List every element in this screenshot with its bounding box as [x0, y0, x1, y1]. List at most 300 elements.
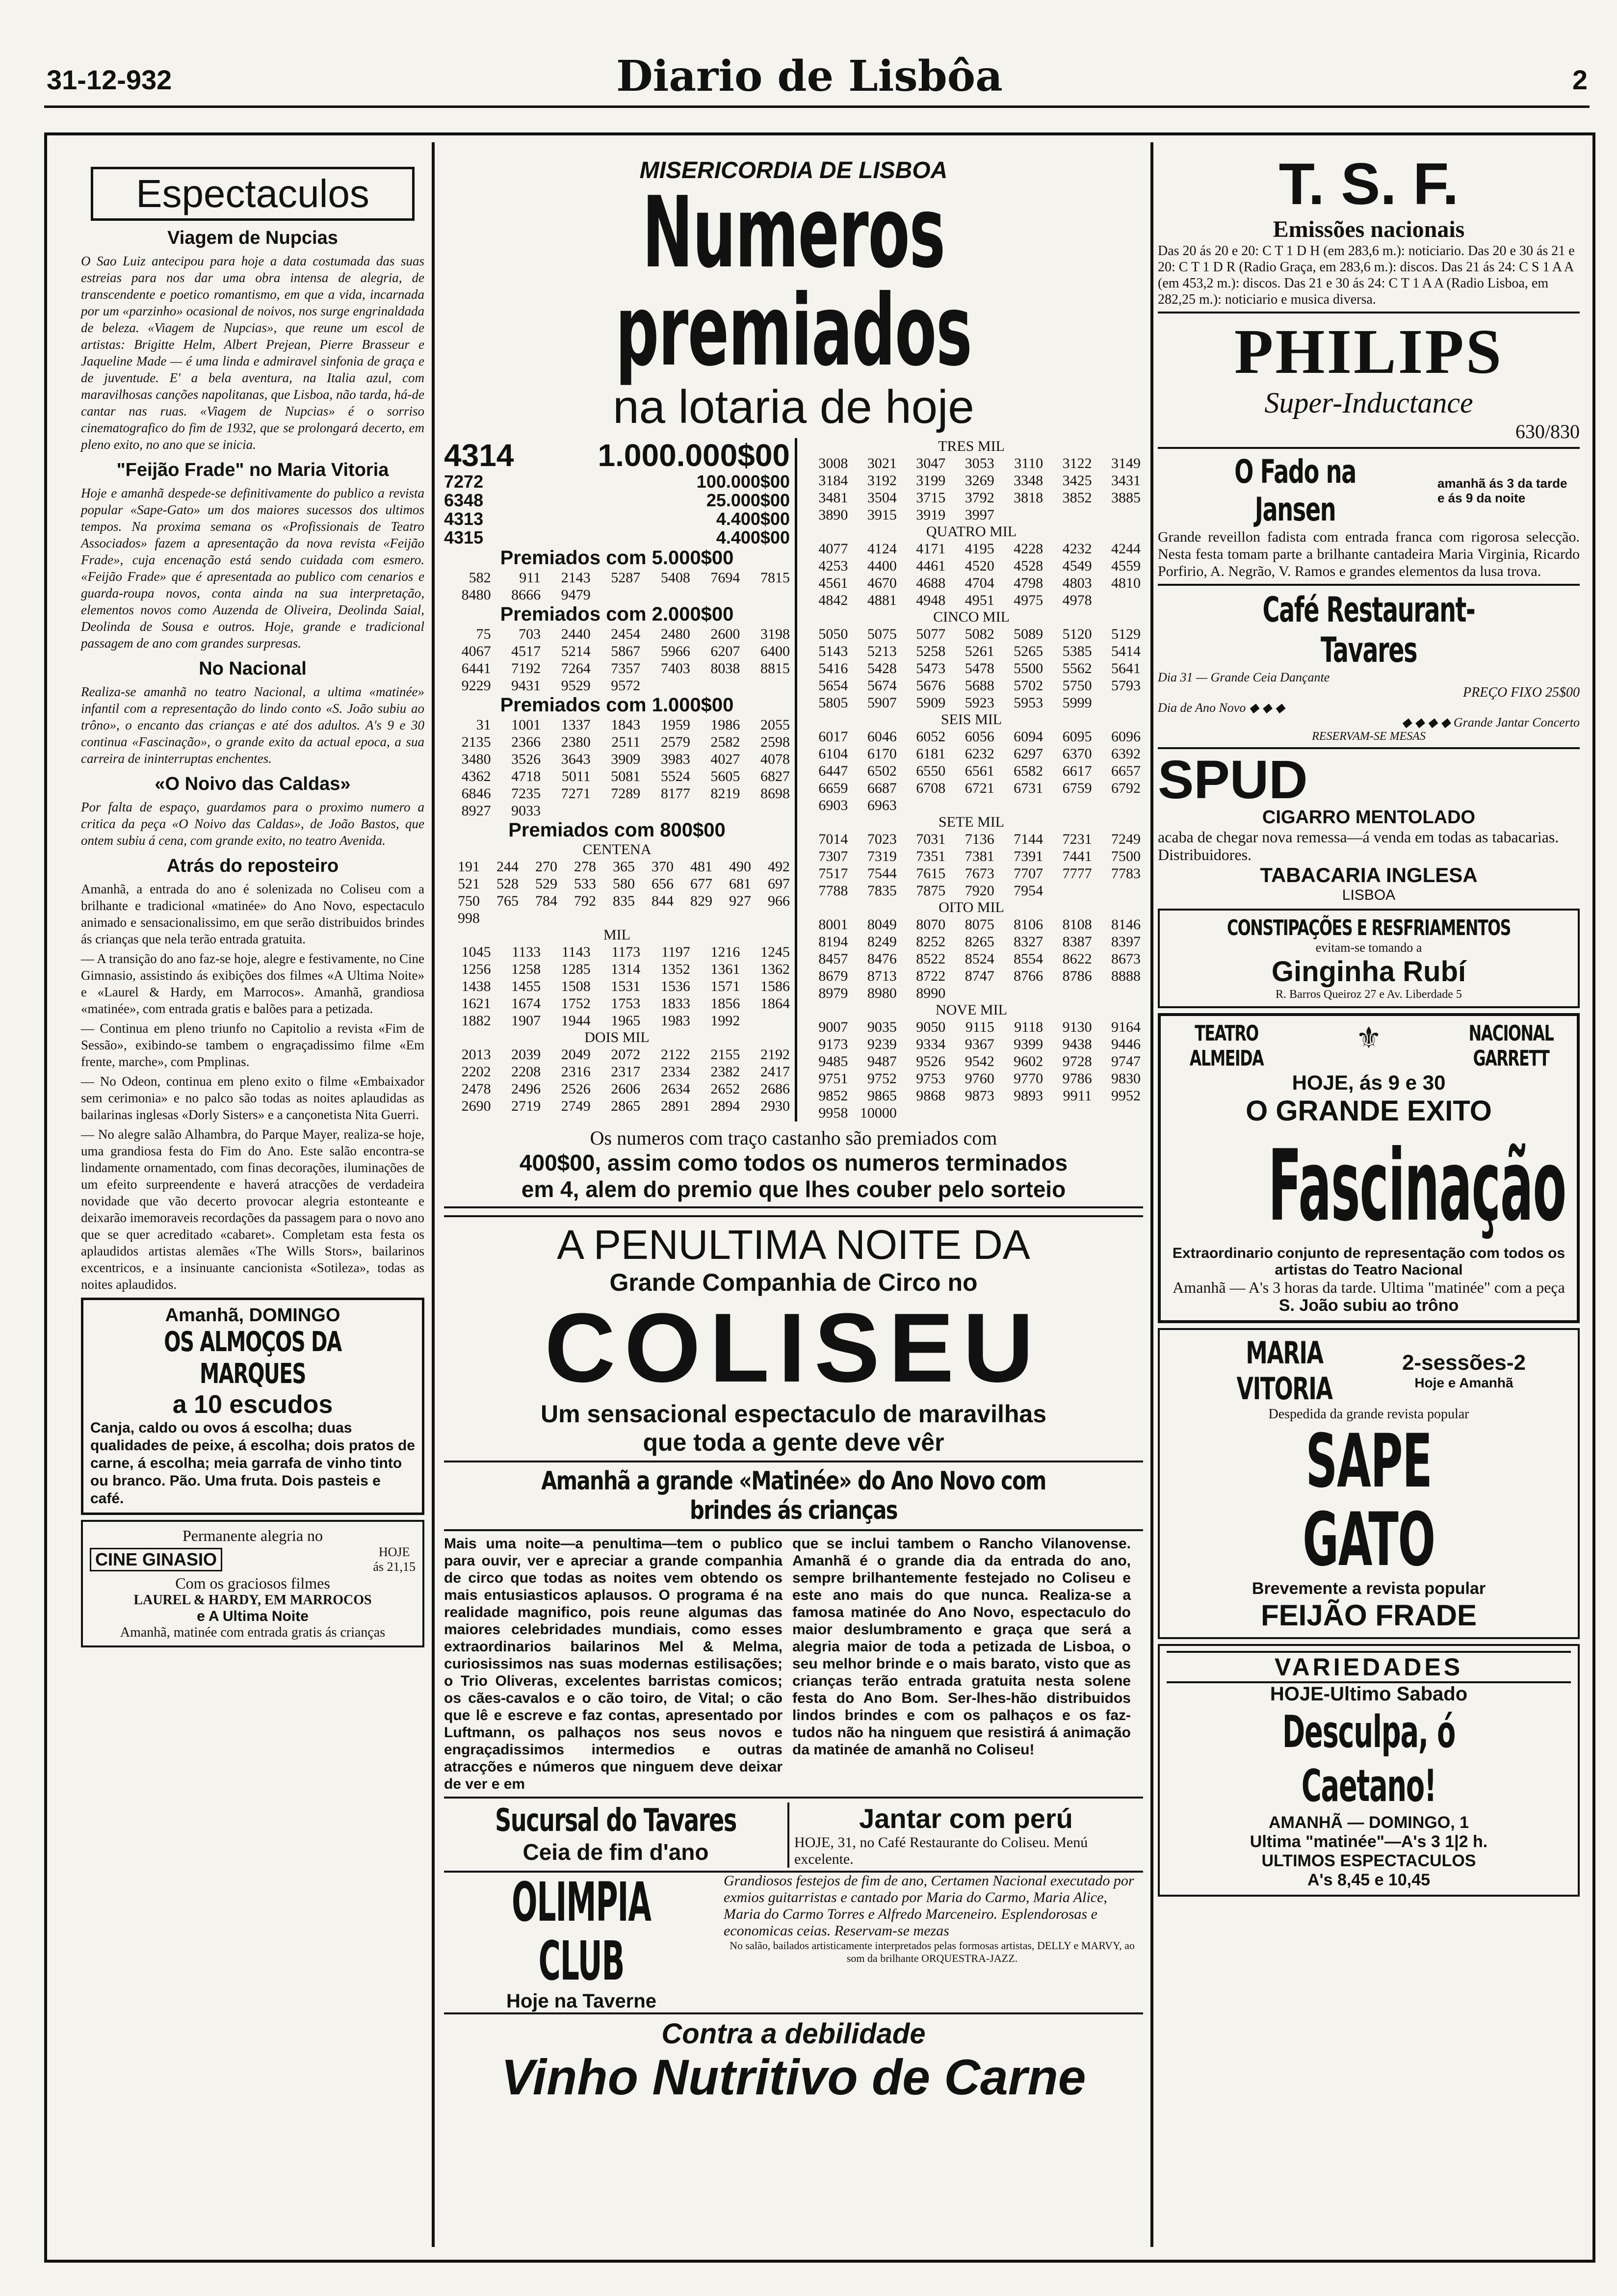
nacional-text: Realiza-se amanhã no teatro Nacional, a ultima «matinée» infantil com a representação do lindo conto «S. João subiu ao trôno», o encanto das crianças e até dos adultos. A's 9 e 30 continua «Fascinação», o grande exito da actual epoca, a sua carreira de ininterruptas enchentes.: [81, 684, 424, 766]
reposteiro-text-5: — No alegre salão Alhambra, do Parque Mayer, realiza-se hoje, uma grandiosa festa do Fim do Ano. Este salão encontra-se lindamente ornamentado, com finas decorações, iluminações de um efeito surpreendente e haverá atracções de verdadeira novidade que vão decerto provocar alegria estonteante e deixarão imemoraveis recordações da passagem para o novo ano que se quer acreditado «cabaret». Completam esta festa os aplaudidos artistas alemães «The Wills Stors», bailarinos excentricos, e a insinuante cancionista «Sotileza», todas as noites aplaudidos.: [81, 1127, 424, 1292]
prize-number: 4077: [818, 541, 848, 557]
prize-number: 8524: [965, 951, 994, 967]
coliseu-l4: Um sensacional espectaculo de maravilhas: [540, 1400, 1047, 1428]
prize-number: 9830: [1111, 1070, 1141, 1087]
masthead: Diario de Lisbôa: [616, 52, 1003, 101]
prize-number: 7023: [867, 831, 897, 847]
variedades-ad: [1158, 1644, 1580, 1897]
prize-number: 677: [690, 876, 712, 892]
prize-number: 1133: [512, 944, 541, 960]
prize-number: 5416: [818, 660, 848, 677]
prize-number: 9752: [867, 1070, 897, 1087]
prize-number: 5641: [1111, 660, 1141, 677]
prize-number: 9173: [818, 1036, 848, 1052]
prize-number: 6846: [461, 785, 491, 802]
coliseu-ad: [444, 1221, 1143, 1793]
reposteiro-title: Atrás do reposteiro: [166, 856, 339, 876]
prize-number: 5750: [1062, 678, 1092, 694]
prize-number: 6056: [965, 729, 994, 745]
prize-number: 7249: [1111, 831, 1141, 847]
prize-number: 528: [496, 876, 519, 892]
cafe-l3: Dia de Ano Novo ◆ ◆ ◆: [1158, 701, 1285, 715]
matinee-head: Amanhã a grande «Matinée» do Ano Novo com brindes ás crianças: [541, 1466, 1046, 1525]
prize-number: 2749: [561, 1098, 591, 1114]
prize-number: 1508: [561, 978, 591, 994]
prize-number: 6392: [1111, 746, 1141, 762]
prize-number: 6400: [760, 643, 790, 659]
tsf-title: T. S. F.: [1278, 151, 1459, 217]
prize-number: 4718: [511, 768, 541, 784]
prize-number: 5688: [965, 678, 994, 694]
prize-number: 490: [729, 859, 751, 875]
prize-number: 7615: [916, 865, 946, 882]
prize-number: 7954: [1014, 883, 1043, 899]
prize-number: 4027: [710, 751, 740, 767]
prize-number: 3997: [965, 507, 994, 523]
prize-number: 703: [519, 626, 541, 642]
top-prizes: [444, 438, 790, 547]
prize-number: 5478: [965, 660, 994, 677]
prize-number: 9602: [1014, 1053, 1043, 1070]
note-line-3: em 4, alem do premio que lhes couber pelo sorteio: [521, 1176, 1066, 1202]
teatro-l7: S. João subiu ao trôno: [1278, 1296, 1459, 1315]
misericordia-kicker: MISERICORDIA DE LISBOA: [639, 157, 948, 183]
feijao-title: "Feijão Frade" no Maria Vitoria: [116, 460, 389, 480]
prize-number: 6297: [1014, 746, 1043, 762]
prize-number: 5654: [818, 678, 848, 694]
prize-number: 3149: [1111, 455, 1141, 471]
sucursal-l1: Sucursal do Tavares: [495, 1802, 736, 1839]
prize-number: 7289: [611, 785, 641, 802]
prize-number: 6170: [867, 746, 897, 762]
prize-number: 6617: [1062, 763, 1092, 779]
prize-number: 7777: [1062, 865, 1092, 882]
prize-number: 365: [613, 859, 635, 875]
prize-number: 2316: [561, 1064, 591, 1080]
prize-number: 1258: [511, 961, 541, 977]
prizes-right: [802, 438, 1141, 1122]
prize-number: 7517: [818, 865, 848, 882]
prize-number: 9747: [1111, 1053, 1141, 1070]
prize-number: 8747: [965, 968, 994, 984]
prize-number: 3053: [965, 455, 994, 471]
olimpia-text: Grandiosos festejos de fim de ano, Certamen Nacional executado por exmios guitarristas e cantado por Maria do Carmo, Maria Alice, Maria do Carmo Torres e Alfredo Marceneiro. Esplendorosas e economicas ceias. Reservam-se mezas: [724, 1873, 1134, 1939]
prize-number: 1965: [611, 1013, 641, 1029]
mv-title: SAPE GATO: [1303, 1419, 1435, 1583]
prize-number: 5909: [916, 695, 946, 711]
prize-number: 5414: [1111, 643, 1141, 659]
prize-number: 9438: [1062, 1036, 1092, 1052]
prize-number: 1438: [461, 978, 491, 994]
prizes-2000: [444, 626, 790, 694]
prize-number: 5143: [818, 643, 848, 659]
prize-number: 8327: [1014, 934, 1043, 950]
prize-number: 5261: [965, 643, 994, 659]
prize-number: 5082: [965, 626, 994, 642]
prize-number: 9868: [916, 1088, 946, 1104]
rubi-l1: CONSTIPAÇÕES E RESFRIAMENTOS: [1226, 915, 1511, 940]
prize-number: 9035: [867, 1019, 897, 1035]
prize-number: 4124: [867, 541, 897, 557]
prize-number: 8249: [867, 934, 897, 950]
prize-number: 244: [496, 859, 519, 875]
prize-number: 191: [458, 859, 480, 875]
prize-number: 6657: [1111, 763, 1141, 779]
prize-number: 8252: [916, 934, 946, 950]
var-l1: VARIEDADES: [1167, 1651, 1571, 1683]
noivo-title: «O Noivo das Caldas»: [155, 774, 351, 794]
right-column: [1158, 142, 1580, 2252]
prize-number: 6731: [1014, 780, 1043, 796]
prize-number: 4171: [916, 541, 946, 557]
prize-number: 5213: [867, 643, 897, 659]
prize-number: 1959: [660, 717, 690, 733]
prize-number: 3715: [916, 490, 946, 506]
prize-number: 3269: [965, 472, 994, 489]
teatro-title: Fascinação: [1268, 1129, 1566, 1243]
prize-number: 9893: [1014, 1088, 1043, 1104]
teatro-l1: TEATRO ALMEIDA: [1189, 1021, 1264, 1071]
prize-number: 4978: [1062, 592, 1092, 608]
prize-number: 9334: [916, 1036, 946, 1052]
prize-number: 1256: [461, 961, 491, 977]
prize-number: 844: [652, 893, 674, 909]
prize-number: 7441: [1062, 848, 1092, 864]
ginasio-l1: Permanente alegria no: [182, 1527, 323, 1544]
prize-number: 8679: [818, 968, 848, 984]
prize-number: 8476: [867, 951, 897, 967]
tsf-text: Das 20 ás 20 e 20: C T 1 D H (em 283,6 m.): noticiario. Das 20 e 30 ás 21 e 20: C T 1 D R (Radio Graça, em 283,6 m.): discos. Das 21 ás 24: C S 1 A A (em 453,2 m.): discos. Das 21 e 30 ás 24: C T 1 A A (Radio Lisboa, em 282,25 m.): noticiario e musica diversa.: [1158, 243, 1575, 307]
top-prize-row: [444, 491, 790, 510]
prize-number: 1531: [611, 978, 641, 994]
prize-number: 784: [535, 893, 557, 909]
prize-number: 5011: [561, 768, 591, 784]
reposteiro-text-3: — Continua em pleno triunfo no Capitolio a revista «Fim de Sessão», exibindo-se tambem o engraçadissimo filme «Em frente, marche», com Pmplinas.: [81, 1021, 424, 1069]
prize-number: 4704: [965, 575, 994, 591]
noivo-text: Por falta de espaço, guardamos para o proximo numero a critica da peça «O Noivo das Caldas», de João Bastos, que ontem subiu á cena, com grande exito, no teatro Avenida.: [81, 800, 424, 848]
prize-number: 1285: [561, 961, 591, 977]
prize-number: 2440: [561, 626, 591, 642]
prize-number: 7875: [916, 883, 946, 899]
prize-number: 4400: [867, 558, 897, 574]
prize-number: 3852: [1062, 490, 1092, 506]
prize-number: 3480: [461, 751, 491, 767]
ginasio-l4: LAUREL & HARDY, EM MARROCOS: [133, 1592, 372, 1608]
prize-number: 4461: [916, 558, 946, 574]
prize-number: 9164: [1111, 1019, 1141, 1035]
prize-number: 533: [574, 876, 596, 892]
prize-number: 1536: [660, 978, 690, 994]
prize-number: 2480: [660, 626, 690, 642]
nove-mil-label: NOVE MIL: [936, 1002, 1007, 1018]
prize-number: 2122: [660, 1046, 690, 1063]
prize-number: 4561: [818, 575, 848, 591]
sucursal-l2: Ceia de fim d'ano: [522, 1839, 709, 1865]
prize-number: 9770: [1014, 1070, 1043, 1087]
prize-number: 829: [690, 893, 712, 909]
prize-number: 580: [613, 876, 635, 892]
prize-number: 8622: [1062, 951, 1092, 967]
prize-number: 1586: [760, 978, 790, 994]
mv-l5: Brevemente a revista popular: [1252, 1579, 1486, 1598]
reposteiro-text-1: Amanhã, a entrada do ano é solenizada no Coliseu com a brilhante e tradicional «matinée» do Ano Novo, espectaculo animado e sensacionalissimo, em que serão distribuidos brindes ás crianças que nela terão entrada gratuita.: [81, 882, 424, 946]
prize-number: 8698: [760, 785, 790, 802]
sete-mil-label: SETE MIL: [938, 814, 1005, 830]
mv-l3: Hoje e Amanhã: [1414, 1375, 1513, 1390]
prize-number: 2135: [461, 734, 491, 750]
prize-number: 9130: [1062, 1019, 1092, 1035]
prize-value: 25.000$00: [706, 490, 790, 510]
prize-number: 1986: [710, 717, 740, 733]
reposteiro-text-2: — A transição do ano faz-se hoje, alegre e festivamente, no Cine Gimnasio, assistindo ás exibições dos filmes «A Ultima Noite» e «Laurel & Hardy, em Marrocos». Amanhã, grandiosa «matinée», com entrada gratis e balões para a petizada.: [81, 951, 424, 1016]
prize-number: 2013: [461, 1046, 491, 1063]
prize-number: 7500: [1111, 848, 1141, 864]
prize-number: 1944: [561, 1013, 591, 1029]
prize-number: 1571: [710, 978, 740, 994]
prize-number: 8106: [1014, 916, 1043, 933]
prize-number: 765: [496, 893, 519, 909]
prize-number: 7144: [1014, 831, 1043, 847]
prize-number: 6582: [1014, 763, 1043, 779]
prize-number: 7920: [965, 883, 994, 899]
prize-number: 5473: [916, 660, 946, 677]
mil-label: MIL: [603, 927, 630, 943]
prize-number: 3919: [916, 507, 946, 523]
prize-number: 7319: [867, 848, 897, 864]
prize-number: 2526: [561, 1081, 591, 1097]
prize-number: 5287: [611, 570, 641, 586]
prize-number: 4842: [818, 592, 848, 608]
prize-number: 7264: [561, 660, 591, 677]
prize-number: 9485: [818, 1053, 848, 1070]
prize-number: 9118: [1014, 1019, 1043, 1035]
header-rule: [44, 105, 1590, 108]
coliseu-l3: COLISEU: [545, 1293, 1043, 1403]
prize-number: 8979: [818, 985, 848, 1001]
teatro-l3: HOJE, ás 9 e 30: [1292, 1071, 1446, 1094]
prize-number: 7381: [965, 848, 994, 864]
prizes-centena: [444, 858, 790, 927]
nacional-title: No Nacional: [199, 658, 307, 679]
prize-number: 8038: [710, 660, 740, 677]
prize-number: 1856: [710, 995, 740, 1012]
prize-number: 2454: [611, 626, 641, 642]
prize-number: 3792: [965, 490, 994, 506]
prize-number: 6659: [818, 780, 848, 796]
prize-number: 681: [729, 876, 751, 892]
var-l3: AMANHÃ — DOMINGO, 1: [1269, 1813, 1469, 1832]
note-line-1: Os numeros com traço castanho são premiados com: [590, 1127, 997, 1149]
cine-ginasio-ad: [81, 1520, 424, 1647]
prize-number: 3890: [818, 507, 848, 523]
prize-number: 1833: [660, 995, 690, 1012]
heading-5000: Premiados com 5.000$00: [500, 547, 734, 569]
prize-number: 8075: [965, 916, 994, 933]
prizes-sete-mil: [802, 831, 1141, 899]
prizes-quatro-mil: [802, 540, 1141, 609]
prize-number: 6561: [965, 763, 994, 779]
prize-number: 7783: [1111, 865, 1141, 882]
prize-number: 2634: [660, 1081, 690, 1097]
prize-number: 9958: [818, 1105, 848, 1121]
prize-number: 3526: [511, 751, 541, 767]
sucursal-ad: [444, 1802, 789, 1868]
prize-number: 3122: [1062, 455, 1092, 471]
prize-number: 2582: [710, 734, 740, 750]
jantar-l2: HOJE, 31, no Café Restaurante do Coliseu. Menú excelente.: [794, 1834, 1088, 1867]
prize-number: 5075: [867, 626, 897, 642]
jantar-l1: Jantar com perú: [859, 1803, 1073, 1834]
prize-number: 2334: [660, 1064, 690, 1080]
mv-l1: MARIA VITORIA: [1236, 1335, 1332, 1407]
prize-number: 2600: [710, 626, 740, 642]
prize-number: 8049: [867, 916, 897, 933]
prize-number: 9852: [818, 1088, 848, 1104]
prize-number: 4803: [1062, 575, 1092, 591]
prize-number: 1674: [511, 995, 541, 1012]
vinho-l1: Contra a debilidade: [661, 2018, 926, 2050]
prize-number: 7788: [818, 883, 848, 899]
prize-number: 7231: [1062, 831, 1092, 847]
prize-number: 7031: [916, 831, 946, 847]
prize-number: 5408: [660, 570, 690, 586]
spud-l3: TABACARIA INGLESA: [1260, 863, 1478, 887]
matinee-left: Mais uma noite—a penultima—tem o publico para ouvir, ver e apreciar a grande companhia de circo que todas as noites vem obtendo os mais entusiasticos aplausos. O programa é na realidade magnifico, pois reune algumas das maiores celebridades mundiais, como esses extraordinarios bailarinos Mel & Melma, curiosissimos nas suas modernas estilisações; o Trio Oliveras, excelentes barristas comicos; os cães-cavalos e o cão toiro, de Vital; o cão que lê e escreve e faz contas, apresentado por Luftmann, os palhaços nos seus novos e engraçadissimos intermedios e outras atracções e números que ninguem deve deixar de ver e em: [444, 1536, 782, 1792]
prize-number: 8766: [1014, 968, 1043, 984]
prize-number: 8980: [867, 985, 897, 1001]
cafe-l4: ◆ ◆ ◆ ◆ Grande Jantar Concerto: [1401, 715, 1580, 730]
tsf-sub: Emissões nacionais: [1273, 216, 1465, 242]
prizes-mil: [444, 943, 790, 1029]
prize-number: 1907: [511, 1013, 541, 1029]
prize-number: 3008: [818, 455, 848, 471]
prize-number: 7544: [867, 865, 897, 882]
prize-number: 835: [613, 893, 635, 909]
prize-number: 2652: [710, 1081, 740, 1097]
prize-number: 792: [574, 893, 596, 909]
prize-number: 9050: [916, 1019, 946, 1035]
spud-l4: LISBOA: [1342, 887, 1396, 903]
prize-number: 8554: [1014, 951, 1043, 967]
prize-number: 1216: [710, 944, 740, 960]
prize-number: 6963: [867, 797, 897, 813]
prizes-5000: [444, 569, 790, 603]
prizes-cinco-mil: [802, 626, 1141, 711]
prize-number: 2380: [561, 734, 591, 750]
prize-number: 5265: [1014, 643, 1043, 659]
prize-number: 9529: [561, 678, 591, 694]
lottery-title: Numeros premiados: [615, 176, 972, 388]
ginasio-name: CINE GINASIO: [90, 1548, 222, 1571]
coliseu-l5: que toda a gente deve vêr: [643, 1429, 944, 1456]
prize-number: 2417: [760, 1064, 790, 1080]
prizes-nove-mil: [802, 1018, 1141, 1122]
prize-number: 1752: [561, 995, 591, 1012]
viagem-title: Viagem de Nupcias: [167, 228, 338, 248]
column-rule-left: [432, 142, 435, 2247]
prize-number: 8927: [461, 803, 491, 819]
prize-number: 1314: [611, 961, 641, 977]
prize-number: 7272: [444, 471, 484, 492]
prize-number: 6550: [916, 763, 946, 779]
prize-number: 4313: [444, 509, 484, 529]
prize-number: 6903: [818, 797, 848, 813]
philips-sub: Super-Inductance: [1264, 387, 1473, 419]
spud-l2: acaba de chegar nova remessa—á venda em todas as tabacarias. Distribuidores.: [1158, 828, 1559, 863]
prize-number: 6827: [760, 768, 790, 784]
rubi-l4: R. Barros Queiroz 27 e Av. Liberdade 5: [1276, 988, 1462, 1001]
var-l2: HOJE-Ultimo Sabado: [1270, 1683, 1468, 1705]
prize-number: 4228: [1014, 541, 1043, 557]
prize-number: 9751: [818, 1070, 848, 1087]
prize-number: 1983: [660, 1013, 690, 1029]
prize-number: 7391: [1014, 848, 1043, 864]
prize-number: 6721: [965, 780, 994, 796]
prize-number: 5674: [867, 678, 897, 694]
prize-number: 8146: [1111, 916, 1141, 933]
prize-number: 2143: [561, 570, 591, 586]
prize-number: 5077: [916, 626, 946, 642]
prize-number: 8815: [760, 660, 790, 677]
prize-number: 1001: [511, 717, 541, 733]
prize-number: 3885: [1111, 490, 1141, 506]
feijao-text: Hoje e amanhã despede-se definitivamente do publico a revista popular «Sape-Gato» um dos maiores sucessos dos ultimos tempos. Na proxima semana os «Profissionais de Teatro Associados» fazem a apresentação da nova revista «Feijão Frade», cuja encenação está sendo cuidada com esmero. «Feijão Frade» que é apresentada ao publico com cenarios e guarda-roupa novos, conta ainda na sua interpretação, elementos novos como Auzenda de Oliveira, Deolinda Saial, Deolinda de Sousa e outros. Hoje, grande e tradicional passagem de ano com grandes surpresas.: [81, 486, 424, 651]
cafe-l5: RESERVAM-SE MESAS: [1312, 730, 1426, 743]
prize-number: 9007: [818, 1019, 848, 1035]
almocos-price: a 10 escudos: [172, 1390, 333, 1419]
prize-number: 2606: [611, 1081, 641, 1097]
prize-number: 9487: [867, 1053, 897, 1070]
prize-number: 2579: [660, 734, 690, 750]
prize-number: 3348: [1014, 472, 1043, 489]
prize-number: 1245: [760, 944, 790, 960]
prize-number: 2865: [611, 1098, 641, 1114]
teatro-l6: Amanhã — A's 3 horas da tarde. Ultima "matinée" com a peça: [1173, 1278, 1565, 1296]
matinee-right: que se inclui tambem o Rancho Vilanovense. Amanhã é o grande dia da entrada do ano, sempre brilhantemente festejado no Coliseu e este ano mais do que nunca. Realiza-se a famosa matinée do Ano Novo, espectaculo do maior deslumbramento e graça que será a alegria maior de toda a petizada de Lisboa, o seu melhor brinde e o mais barato, visto que as crianças terão entrada gratuita nesta solene festa do Ano Bom. Ser-lhes-hão distribuidos lindos brindes e com os palhaços e os faz-tudos não ha ninguem que resistirá á animação da matinée de amanhã no Coliseu!: [792, 1536, 1131, 1758]
prize-number: 4559: [1111, 558, 1141, 574]
prize-number: 5385: [1062, 643, 1092, 659]
prize-number: 4244: [1111, 541, 1141, 557]
var-l4: Ultima "matinée"—A's 3 1|2 h.: [1250, 1832, 1488, 1851]
rubi-l3: Ginginha Rubí: [1271, 956, 1466, 988]
prize-number: 8480: [461, 587, 491, 603]
prize-number: 5129: [1111, 626, 1141, 642]
prize-number: 3184: [818, 472, 848, 489]
teatro-l2: NACIONAL GARRETT: [1468, 1021, 1554, 1071]
prize-number: 6104: [818, 746, 848, 762]
prize-number: 4528: [1014, 558, 1043, 574]
prize-number: 278: [574, 859, 596, 875]
prize-number: 2317: [611, 1064, 641, 1080]
prize-number: 3915: [867, 507, 897, 523]
prize-number: 10000: [860, 1105, 897, 1121]
rubi-l2: evitam-se tomando a: [1315, 940, 1422, 955]
prize-value: 4.400$00: [716, 527, 790, 548]
jantar-ad: [794, 1802, 1138, 1868]
prize-number: 4078: [760, 751, 790, 767]
prize-number: 9431: [511, 678, 541, 694]
prize-number: 2366: [511, 734, 541, 750]
prize-number: 75: [476, 626, 491, 642]
prize-number: 5562: [1062, 660, 1092, 677]
prize-number: 7707: [1014, 865, 1043, 882]
ginasio-l5: e A Ultima Noite: [197, 1608, 309, 1624]
prize-number: 2039: [511, 1046, 541, 1063]
almocos-ad: [81, 1298, 424, 1515]
prize-number: 2598: [760, 734, 790, 750]
prize-number: 1621: [461, 995, 491, 1012]
prize-number: 8457: [818, 951, 848, 967]
